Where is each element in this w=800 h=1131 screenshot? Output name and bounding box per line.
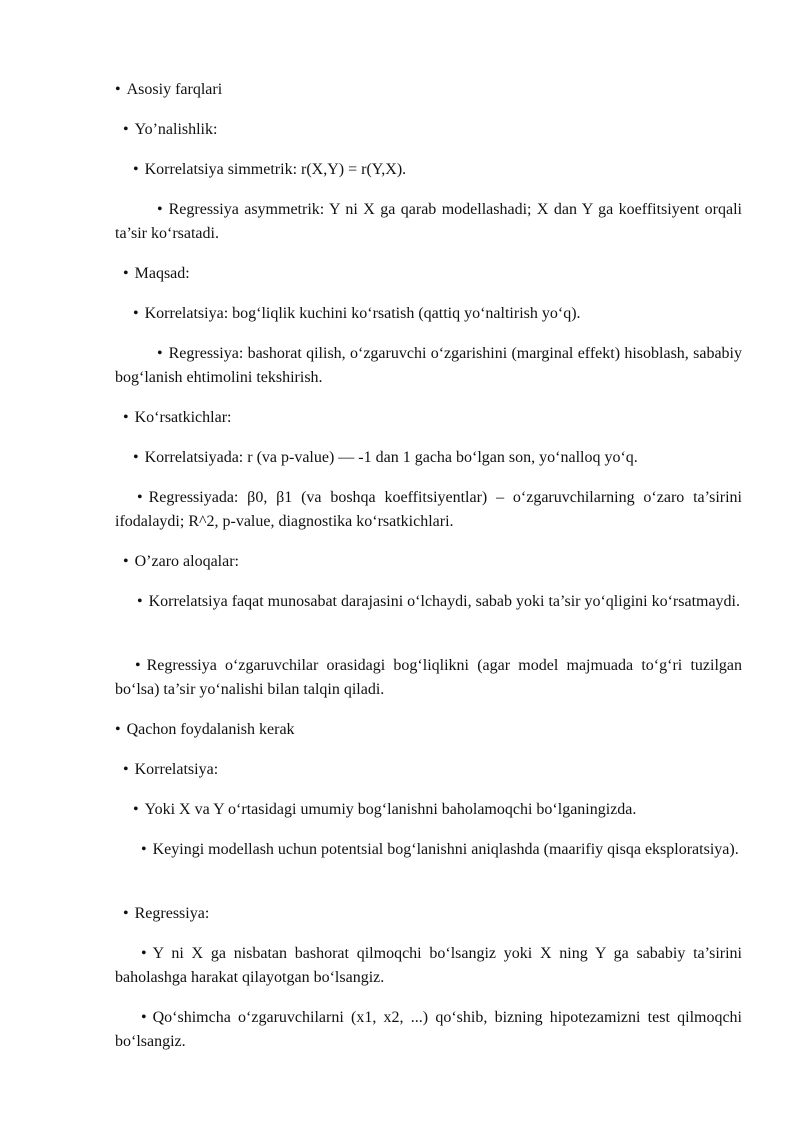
- heading-asosiy-farqlari: • Asosiy farqlari: [115, 81, 223, 98]
- bullet-icon: •: [141, 841, 147, 858]
- bullet-icon: •: [141, 1009, 147, 1026]
- bullet-icon: •: [133, 801, 139, 818]
- subheading-korsatkichlar: • Ko‘rsatkichlar:: [123, 409, 232, 426]
- list-item: • Korrelatsiya simmetrik: r(X,Y) = r(Y,X).: [133, 161, 407, 178]
- subheading-korrelatsiya: • Korrelatsiya:: [123, 761, 219, 778]
- subheading-yonalishlik: • Yo’nalishlik:: [123, 121, 218, 138]
- list-item: • Regressiya o‘zgaruvchilar orasidagi bog‘liqlikni (agar model majmuada to‘g‘ri tuzilgan bo‘lsa) ta’sir yo‘nalishi bilan talqin qiladi.: [115, 657, 742, 698]
- bullet-icon: •: [123, 905, 129, 922]
- list-item: • Keyingi modellash uchun potentsial bog‘lanishni aniqlashda (maarifiy qisqa eksploratsiya).: [141, 841, 739, 858]
- bullet-icon: •: [157, 345, 163, 362]
- heading-qachon-foydalanish: • Qachon foydalanish kerak: [115, 721, 295, 738]
- list-item: • Regressiyada: β0, β1 (va boshqa koeffitsiyentlar) – o‘zgaruvchilarning o‘zaro ta’sirini ifodalaydi; R^2, p-value, diagnostika ko‘rsatkichlari.: [115, 489, 742, 530]
- subheading-maqsad: • Maqsad:: [123, 265, 190, 282]
- list-item: • Korrelatsiyada: r (va p-value) — -1 dan 1 gacha bo‘lgan son, yo‘nalloq yo‘q.: [133, 449, 638, 466]
- list-item: • Qo‘shimcha o‘zgaruvchilarni (x1, x2, ...) qo‘shib, bizning hipotezamizni test qilmoqchi bo‘lsangiz.: [115, 1009, 742, 1050]
- bullet-icon: •: [141, 945, 147, 962]
- subheading-regressiya: • Regressiya:: [123, 905, 210, 922]
- bullet-icon: •: [133, 161, 139, 178]
- bullet-icon: •: [123, 265, 129, 282]
- list-item: • Korrelatsiya faqat munosabat darajasini o‘lchaydi, sabab yoki ta’sir yo‘qligini ko‘rsatmaydi.: [137, 593, 740, 610]
- list-item: • Korrelatsiya: bog‘liqlik kuchini ko‘rsatish (qattiq yo‘naltirish yo‘q).: [133, 305, 581, 322]
- bullet-icon: •: [137, 489, 143, 506]
- list-item: • Regressiya asymmetrik: Y ni X ga qarab modellashadi; X dan Y ga koeffitsiyent orqali ta’sir ko‘rsatadi.: [115, 201, 742, 242]
- bullet-icon: •: [123, 761, 129, 778]
- list-item: • Y ni X ga nisbatan bashorat qilmoqchi bo‘lsangiz yoki X ning Y ga sababiy ta’sirini baholashga harakat qilayotgan bo‘lsangiz.: [115, 945, 742, 986]
- bullet-icon: •: [123, 121, 129, 138]
- subheading-ozaro-aloqalar: • O’zaro aloqalar:: [123, 553, 239, 570]
- bullet-icon: •: [115, 81, 121, 98]
- list-item: • Regressiya: bashorat qilish, o‘zgaruvchi o‘zgarishini (marginal effekt) hisoblash, sababiy bog‘lanish ehtimolini tekshirish.: [115, 345, 742, 386]
- bullet-icon: •: [157, 201, 163, 218]
- list-item: • Yoki X va Y o‘rtasidagi umumiy bog‘lanishni baholamoqchi bo‘lganingizda.: [133, 801, 637, 818]
- bullet-icon: •: [123, 553, 129, 570]
- bullet-icon: •: [115, 721, 121, 738]
- bullet-icon: •: [133, 305, 139, 322]
- bullet-icon: •: [133, 449, 139, 466]
- bullet-icon: •: [123, 409, 129, 426]
- bullet-icon: •: [135, 657, 141, 674]
- bullet-icon: •: [137, 593, 143, 610]
